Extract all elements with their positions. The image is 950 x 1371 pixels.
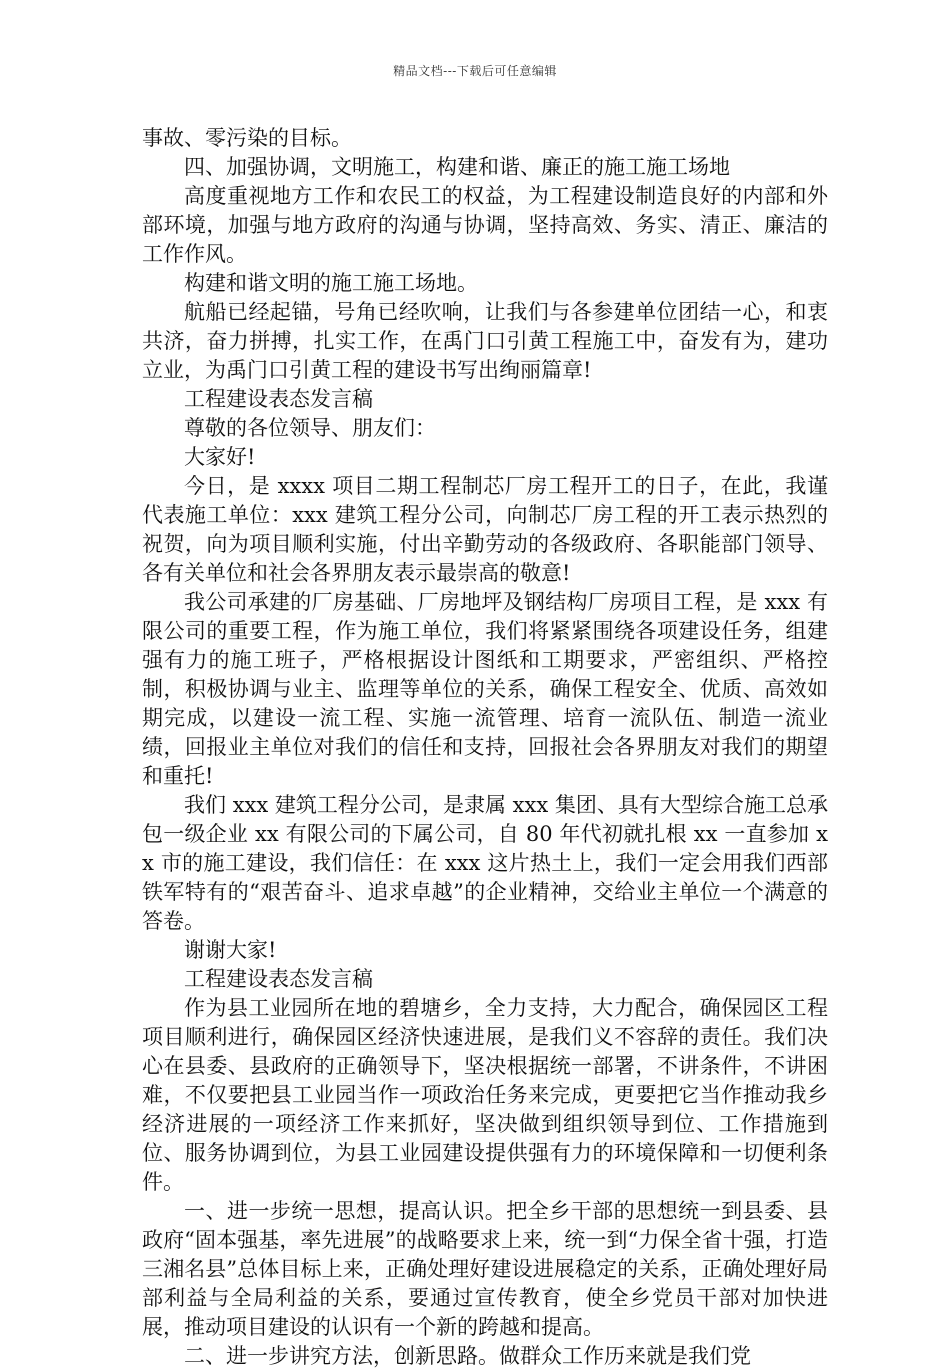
section-heading: 四、加强协调，文明施工，构建和谐、廉正的施工施工场地 xyxy=(184,155,730,179)
paragraph: 我们 xxx 建筑工程分公司，是隶属 xxx 集团、具有大型综合施工总承包一级企业 xx 有限公司的下属公司，自 80 年代初就扎根 xx 一直参加 xx 市的施工建设，我们信任：在 xxx 这片热土上，我们一定会用我们西部铁军特有的“艰苦奋斗、追求卓越”的企业精神，交给业主单位一个满意的答卷。 xyxy=(142,793,828,933)
paragraph: 航船已经起锚，号角已经吹响，让我们与各参建单位团结一心，和衷共济，奋力拼搏，扎实工作，在禹门口引黄工程施工中，奋发有为，建功立业，为禹门口引黄工程的建设书写出绚丽篇章! xyxy=(142,300,828,382)
paragraph: 事故、零污染的目标。 xyxy=(142,126,352,150)
paragraph: 二、进一步讲究方法，创新思路。做群众工作历来就是我们党 xyxy=(184,1344,751,1368)
greeting: 大家好! xyxy=(184,445,256,469)
speech-title: 工程建设表态发言稿 xyxy=(184,387,373,411)
speech-title: 工程建设表态发言稿 xyxy=(184,967,373,991)
paragraph: 构建和谐文明的施工施工场地。 xyxy=(184,271,478,295)
paragraph: 今日，是 xxxx 项目二期工程制芯厂房工程开工的日子，在此，我谨代表施工单位：xxx 建筑工程分公司，向制芯厂房工程的开工表示热烈的祝贺，向为项目顺利实施，付出辛勤劳动的各级政府、各职能部门领导、各有关单位和社会各界朋友表示最崇高的敬意! xyxy=(142,474,828,585)
page-header: 精品文档---下载后可任意编辑 xyxy=(393,64,557,78)
paragraph: 我公司承建的厂房基础、厂房地坪及钢结构厂房项目工程，是 xxx 有限公司的重要工程，作为施工单位，我们将紧紧围绕各项建设任务，组建强有力的施工班子，严格根据设计图纸和工期要求，严密组织、严格控制，积极协调与业主、监理等单位的关系，确保工程安全、优质、高效如期完成，以建设一流工程、实施一流管理、培育一流队伍、制造一流业绩，回报业主单位对我们的信任和支持，回报社会各界朋友对我们的期望和重托! xyxy=(142,590,828,788)
salutation: 尊敬的各位领导、朋友们： xyxy=(184,416,436,440)
paragraph: 一、进一步统一思想，提高认识。把全乡干部的思想统一到县委、县政府“固本强基，率先进展”的战略要求上来，统一到“力保全省十强，打造三湘名县”总体目标上来，正确处理好建设进展稳定的关系，正确处理好局部利益与全局利益的关系，要通过宣传教育，使全乡党员干部对加快进展，推动项目建设的认识有一个新的跨越和提高。 xyxy=(142,1199,828,1339)
document-body xyxy=(142,124,828,1371)
closing: 谢谢大家! xyxy=(184,938,277,962)
paragraph: 高度重视地方工作和农民工的权益，为工程建设制造良好的内部和外部环境，加强与地方政府的沟通与协调，坚持高效、务实、清正、廉洁的工作作风。 xyxy=(142,184,828,266)
paragraph: 作为县工业园所在地的碧塘乡，全力支持，大力配合，确保园区工程项目顺利进行，确保园区经济快速进展，是我们义不容辞的责任。我们决心在县委、县政府的正确领导下，坚决根据统一部署，不讲条件，不讲困难，不仅要把县工业园当作一项政治任务来完成，更要把它当作推动我乡经济进展的一项经济工作来抓好，坚决做到组织领导到位、工作措施到位、服务协调到位，为县工业园建设提供强有力的环境保障和一切便利条件。 xyxy=(142,996,828,1194)
